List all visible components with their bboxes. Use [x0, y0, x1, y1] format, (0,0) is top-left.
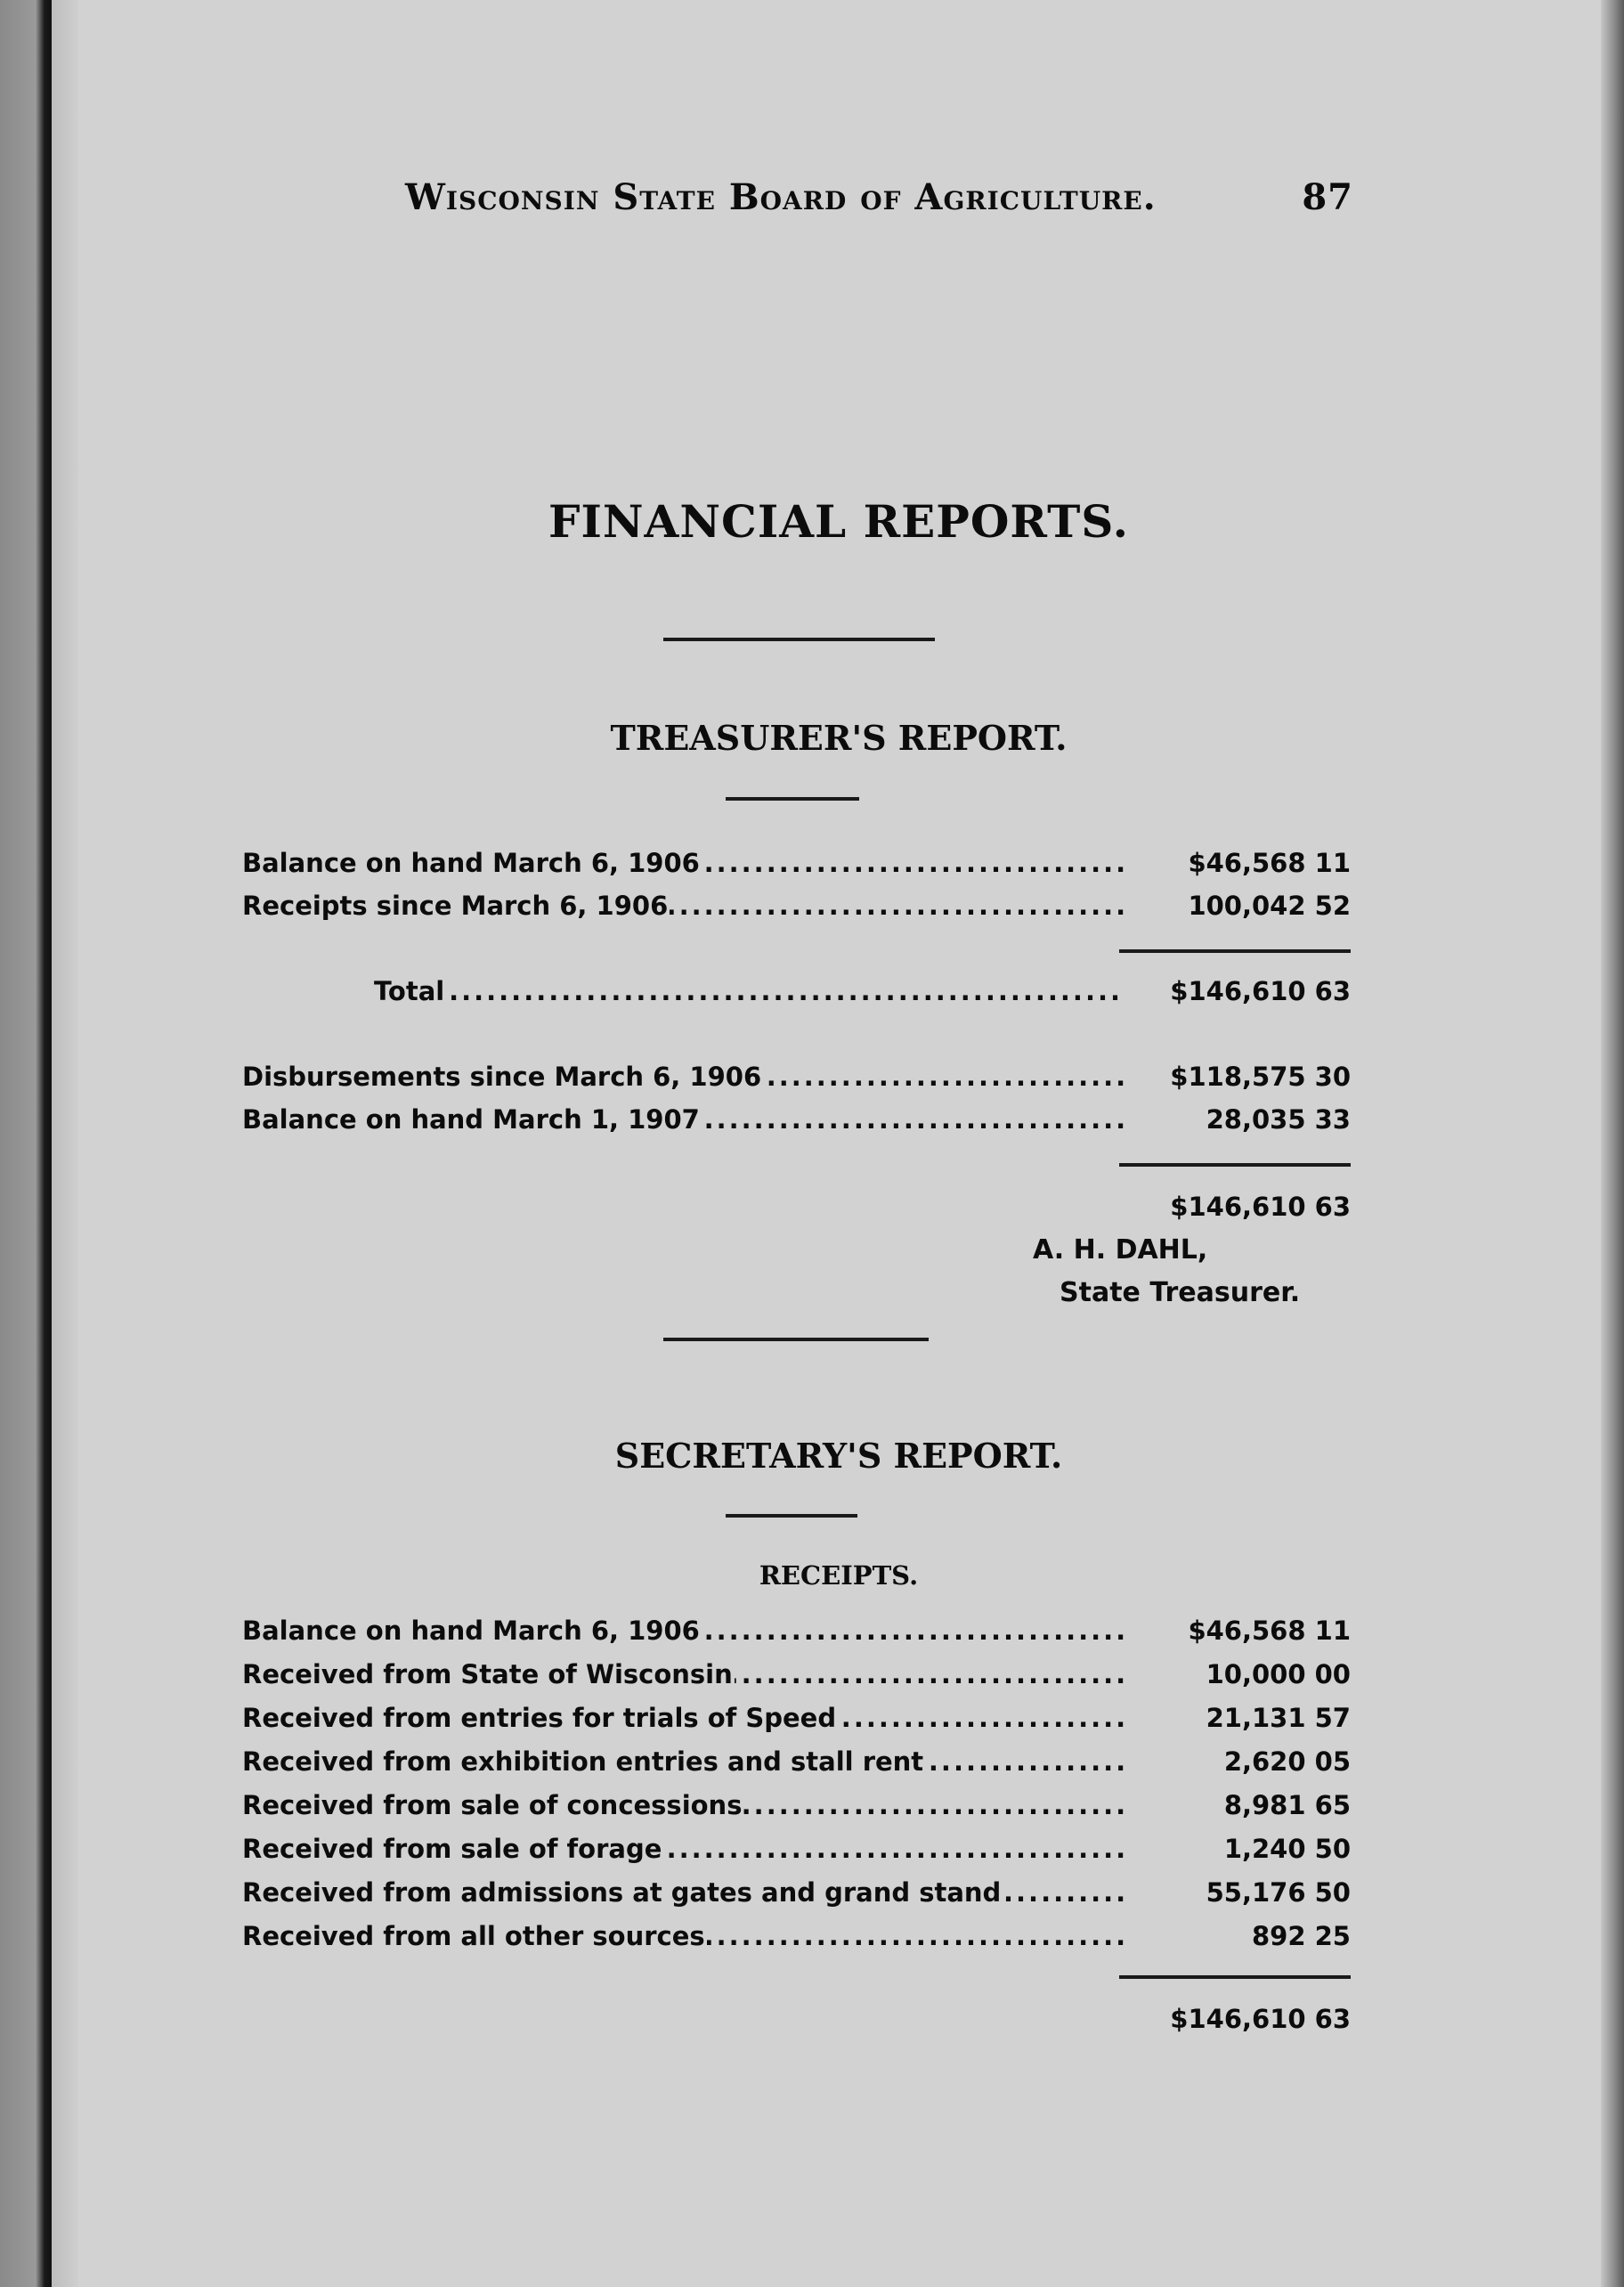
- receipt-row: [242, 1746, 1351, 1786]
- receipt-row: [242, 1834, 1351, 1873]
- page-gutter: [52, 0, 78, 2287]
- row-amount: $46,568 11: [1188, 848, 1351, 878]
- row-label: Received from admissions at gates and grand stand: [242, 1877, 1002, 1908]
- row-label: Received from entries for trials of Speed: [242, 1703, 837, 1733]
- title-rule: [663, 638, 935, 641]
- treasurer-total-row: [242, 976, 1351, 1015]
- row-label: Disbursements since March 6, 1906: [242, 1062, 762, 1092]
- receipt-row: [242, 1790, 1351, 1829]
- main-title: FINANCIAL REPORTS.: [548, 495, 1130, 548]
- secretary-title-rule: [726, 1514, 857, 1518]
- row-label: Balance on hand March 1, 1907: [242, 1104, 700, 1135]
- treasurer-row: [242, 891, 1351, 930]
- row-amount: 1,240 50: [1223, 1834, 1351, 1864]
- page-number: 87: [1302, 176, 1353, 218]
- total-amount: $146,610 63: [1170, 976, 1351, 1006]
- row-label: Received from exhibition entries and stall rent: [242, 1746, 924, 1777]
- row-label: Receipts since March 6, 1906: [242, 891, 669, 921]
- receipt-row: [242, 1921, 1351, 1960]
- receipts-total: $146,610 63: [1170, 2004, 1351, 2034]
- receipts-subtitle: RECEIPTS.: [759, 1560, 919, 1591]
- row-amount: 100,042 52: [1188, 891, 1351, 921]
- running-header-title: Wisconsin State Board of Agriculture.: [405, 176, 1157, 218]
- treasurer-row: [242, 1104, 1351, 1144]
- section-rule: [663, 1338, 929, 1341]
- row-amount: $118,575 30: [1170, 1062, 1351, 1092]
- row-label: Received from State of Wisconsin: [242, 1659, 733, 1689]
- subtotal-rule: [1119, 949, 1351, 953]
- row-amount: $46,568 11: [1188, 1616, 1351, 1646]
- row-label: Balance on hand March 6, 1906: [242, 1616, 700, 1646]
- secretary-report-title: SECRETARY'S REPORT.: [614, 1436, 1063, 1476]
- page-edge-shadow: [1601, 0, 1624, 2287]
- total-label: Total: [374, 976, 445, 1006]
- signature-name: A. H. DAHL,: [1033, 1234, 1208, 1266]
- signature-title: State Treasurer.: [1060, 1277, 1301, 1308]
- row-amount: 55,176 50: [1206, 1877, 1351, 1908]
- running-header: [405, 176, 1353, 230]
- row-amount: 8,981 65: [1223, 1790, 1351, 1820]
- treasurer-grand-total: $146,610 63: [1170, 1192, 1351, 1222]
- receipt-row: [242, 1659, 1351, 1698]
- total-rule: [1119, 1163, 1351, 1167]
- row-label: Balance on hand March 6, 1906: [242, 848, 700, 878]
- row-amount: 28,035 33: [1206, 1104, 1351, 1135]
- treasurer-row: [242, 1062, 1351, 1101]
- row-amount: 10,000 00: [1206, 1659, 1351, 1689]
- receipt-row: [242, 1616, 1351, 1655]
- row-label: Received from sale of concessions: [242, 1790, 743, 1820]
- treasurer-title-rule: [726, 797, 859, 801]
- row-label: Received from sale of forage: [242, 1834, 662, 1864]
- row-amount: 2,620 05: [1223, 1746, 1351, 1777]
- receipts-total-rule: [1119, 1975, 1351, 1979]
- row-label: Received from all other sources: [242, 1921, 705, 1951]
- receipt-row: [242, 1877, 1351, 1917]
- row-amount: 892 25: [1252, 1921, 1351, 1951]
- receipt-row: [242, 1703, 1351, 1742]
- treasurer-row: [242, 848, 1351, 887]
- treasurer-report-title: TREASURER'S REPORT.: [610, 718, 1068, 758]
- row-amount: 21,131 57: [1206, 1703, 1351, 1733]
- book-spine-shadow: [0, 0, 52, 2287]
